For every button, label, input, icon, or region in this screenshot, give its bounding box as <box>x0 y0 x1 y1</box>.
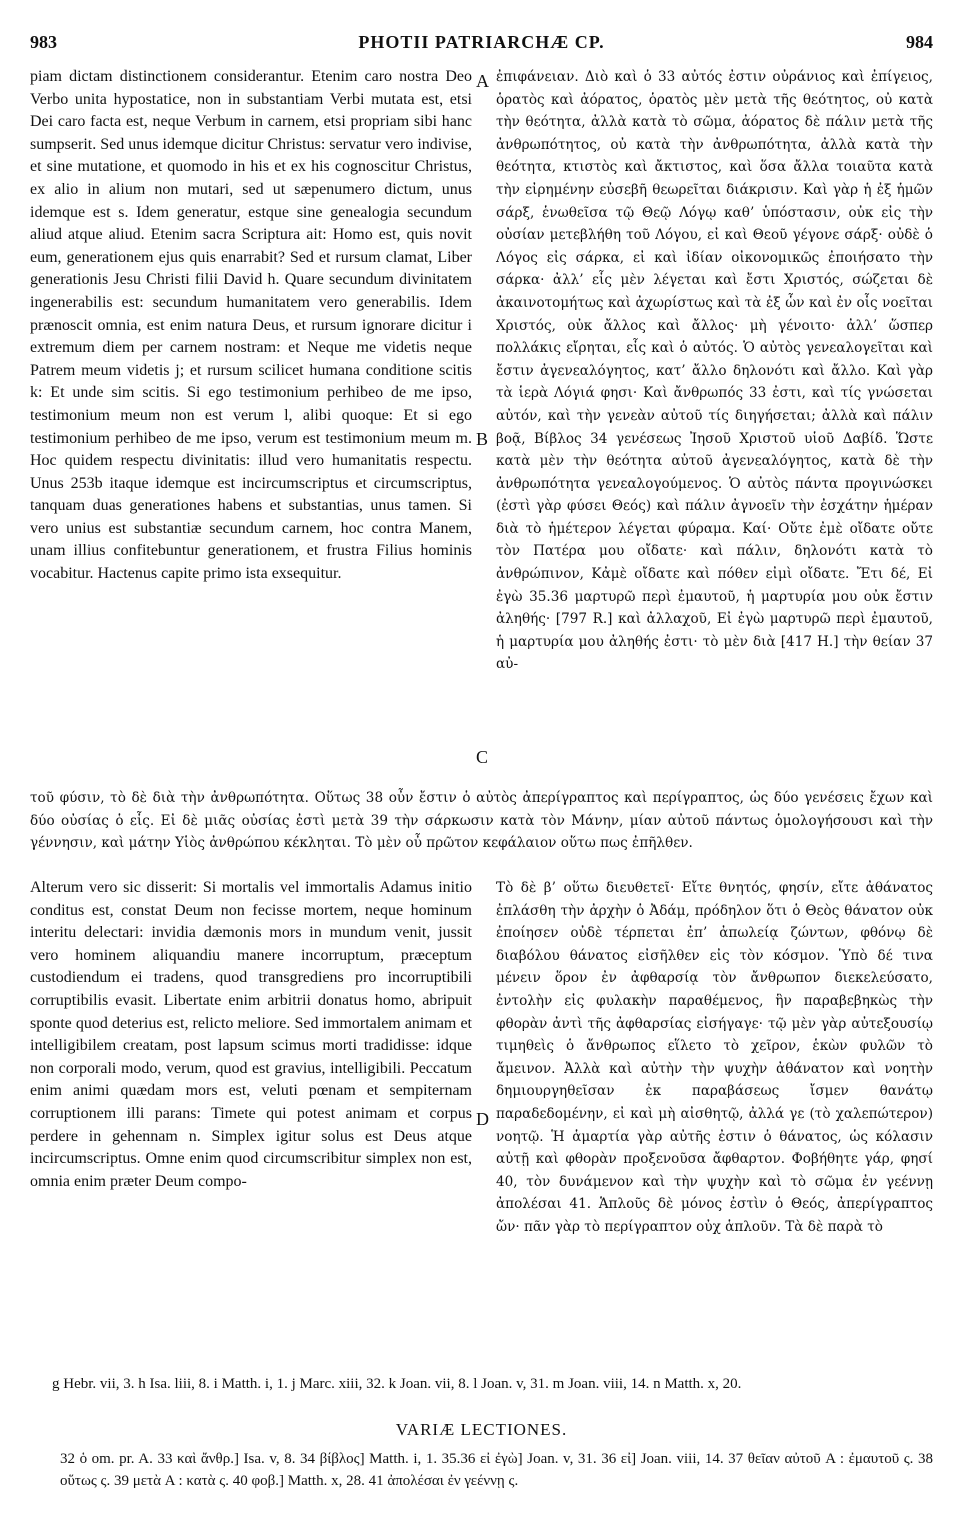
running-title: PHOTII PATRIARCHÆ CP. <box>358 32 605 52</box>
scripture-footnotes: g Hebr. vii, 3. h Isa. liii, 8. i Matth. i, 1. j Marc. xiii, 32. k Joan. vii, 8. l Joan. v, 31. m Joan. viii, 14. n Matth. x, 20. <box>52 1376 742 1392</box>
latin-column-top: piam dictam distinctionem considerantur. Etenim caro nostra Deo Verbo unita hypostatice, non in substantiam Verbi mutata est, etsi Dei caro facta est, neque Verbum in carnem, etsi propriam sibi hanc sumpserit. Sed unus idemque dicitur Christus: servatur vero indivise, et sine mutatione, et quomodo in his et ex his cognoscitur Christus, ex alio in alium non mutari, sed ut sæpenumero dictum, unus idemque est s. Idem generatur, estque sine genealogia secundum aliud atque aliud. Etenim sacra Scriptura ait: Homo est, quis novit eum, generationem ejus quis enarrabit? Sed et rursum clamat, Liber generationis Jesu Christi filii David h. Quare secundum divinitatem ingenerabilis est: secundum humanitatem vero generabilis. Idem prænoscit omnia, est enim natura Deus, et rursum ignorare dicitur i extremum diem per carnem nostram: et Neque me videtis neque Patrem meum videtis j; et rursum scilicet humana conditione scitis k: Et unde sim scitis. Si ego testimonium perhibeo de me ipso, testimonium meum non est verum l, alibi quoque: Et si ego testimonium perhibeo de me ipso, verum est testimonium meum m. Hoc quidem respectu divinitatis: illud vero humanitatis respectu. Unus 253b itaque idemque est incircumscriptus et circumscriptus, tanquam duas generationes habens et substantias, unus tamen. Si vero unius est substantiæ secundum carnem, hoc contra Manem, unam illius confitebuntur generationem, et frustra Filius hominis vocabitur. Hactenus capite primo ista exsequitur. <box>30 68 472 583</box>
greek-full-width-paragraph: τοῦ φύσιν, τὸ δὲ διὰ τὴν ἀνθρωπότητα. Οὕτως 38 οὖν ἔστιν ὁ αὐτὸς ἀπερίγραπτος καὶ περίγραπτος, ὡς δύο γενέσεις ἔχων καὶ δύο οὐσίας ὁ εἷς. Εἰ δὲ μιᾶς οὐσίας ἐστὶ μετὰ 39 τὴν σάρκωσιν κατὰ τὸν Μάνην, μίαν αὐτοῦ πάντως ὁμολογήσουσι καὶ τὴν γέννησιν, καὶ μάτην Υἱὸς ἀνθρώπου κέκληται. Τὸ μὲν οὖ πρῶτον κεφάλαιον οὕτω πως ἐπῆλθεν. <box>30 790 933 852</box>
variae-lectiones-notes: 32 ὁ om. pr. A. 33 καὶ ἄνθρ.] Isa. v, 8. 34 βίβλος] Matth. i, 1. 35.36 εἰ ἐγὼ] Joan. v, 31. 36 εἰ] Joan. viii, 14. 37 θεῖαν αὐτοῦ A : ἐμαυτοῦ ς. 38 οὕτως ς. 39 μετὰ A : κατὰ ς. 40 φοβ.] Matth. x, 28. 41 ἀπολέσαι ἐν γεέννῃ ς. <box>60 1451 933 1489</box>
page <box>30 24 933 1524</box>
margin-marker-b: B <box>476 429 489 449</box>
variae-lectiones-heading: VARIÆ LECTIONES. <box>395 1420 568 1439</box>
margin-marker-d: D <box>476 1109 489 1129</box>
greek-column-bottom: Τὸ δὲ β’ οὕτω διευθετεῖ· Εἴτε θνητός, φησίν, εἴτε ἀθάνατος ἐπλάσθη τὴν ἀρχὴν ὁ Ἀδάμ, πρόδηλον ὅτι ὁ Θεὸς θάνατον οὐκ ἐποίησεν οὐδὲ τέρπεται ἐπ’ ἀπωλείᾳ ζώντων, φθόνῳ δὲ διαβόλου θάνατος εἰσῆλθεν εἰς τὸν κόσμον. Ὑπὸ δέ τινα μένειν ὅρον ἐν ἀφθαρσίᾳ τὸν ἄνθρωπον διεκελεύσατο, ἐντολὴν εἰς φυλακὴν παραθέμενος, ἣν παραβεβηκὼς τὴν φθορὰν ἀντὶ τῆς ἀφθαρσίας εἰσήγαγε· τῷ μὲν γὰρ αὐτεξουσίῳ τιμηθεὶς ὁ ἄνθρωπος εἵλετο τὸ χεῖρον, ἑκὼν φυλῶν τὸ ἄμεινον. Ἀλλὰ καὶ αὐτὴν τὴν ψυχὴν ἀθάνατον καὶ νοητὴν δημιουργηθεῖσαν ἐκ παραβάσεως ἴσμεν θανάτῳ παραδεδομένην, εἰ καὶ μὴ αἰσθητῷ, ἀλλά γε (τὸ χαλεπώτερον) νοητῷ. Ἡ ἁμαρτία γὰρ αὐτῆς ἐστιν ὁ θάνατος, ὡς κόλασιν αὐτῇ καὶ φθορὰν προξενοῦσα ἄφθαρτον. Φοβήθητε γάρ, φησί 40, τὸν δυνάμενον καὶ τὴν ψυχὴν καὶ τὸ σῶμα ἐν γεέννῃ ἀπολέσαι 41. Ἁπλοῦς δὲ μόνος ἐστὶν ὁ Θεός, ἀπερίγραπτος ὤν· πᾶν γὰρ τὸ περίγραπτον οὐχ ἁπλοῦν. Τὰ δὲ παρὰ τὸ <box>496 880 933 1235</box>
margin-marker-a: A <box>476 71 489 91</box>
margin-marker-c: C <box>476 747 489 767</box>
right-page-number: 984 <box>906 32 933 52</box>
left-page-number: 983 <box>30 32 57 52</box>
greek-column-top: ἐπιφάνειαν. Διὸ καὶ ὁ 33 αὐτός ἐστιν οὐράνιος καὶ ἐπίγειος, ὁρατὸς καὶ ἀόρατος, ὁρατὸς μὲν μετὰ τῆς θεότητος, οὐ κατὰ τὴν θεότητα, ἀλλὰ κατὰ τὸ σῶμα, ἀόρατος δὲ πάλιν μετὰ τῆς ἀνθρωπότητος, οὐ κατὰ τὴν ἀνθρωπότητα, ἀλλὰ κατὰ τὴν θεότητα, κτιστὸς καὶ ἄκτιστος, καὶ ὅσα ἄλλα τοιαῦτα κατὰ τὴν εἰρημένην εὐσεβῆ θεωρεῖται διάκρισιν. Καὶ γὰρ ἡ ἐξ ἡμῶν σάρξ, ἑνωθεῖσα τῷ Θεῷ Λόγῳ καθ’ ὑπόστασιν, οὐκ εἰς τὴν οὐσίαν μετεβλήθη τοῦ Λόγου, εἰ καὶ Θεοῦ γέγονε σάρξ· οὐδὲ ὁ Λόγος εἰς σάρκα, εἰ καὶ ἰδίαν οἰκονομικῶς ἐποιήσατο τὴν σάρκα· ἀλλ’ εἷς μὲν λέγεται καὶ ἔστι Χριστός, σώζεται δὲ ἀκαινοτομήτως καὶ ἀχωρίστως καὶ τὰ ἐξ ὧν καὶ ἐν οἷς νοεῖται Χριστός, οὐκ ἄλλος καὶ ἄλλος· μὴ γένοιτο· ἀλλ’ ὥσπερ πολλάκις εἴρηται, εἷς καὶ ὁ αὐτός. Ὁ αὐτὸς γενεαλογεῖται καὶ ἔστιν ἀγενεαλόγητος, κατ’ ἄλλο δηλονότι καὶ ἄλλο. Καὶ γὰρ τὰ ἱερὰ Λόγιά φησι· Καὶ ἄνθρωπός 33 ἐστι, καὶ τίς γνώσεται αὐτόν, καὶ τὴν γενεὰν αὐτοῦ τίς διηγήσεται; ἀλλὰ καὶ πάλιν βοᾷ, Βίβλος 34 γενέσεως Ἰησοῦ Χριστοῦ υἱοῦ Δαβίδ. Ὥστε κατὰ μὲν τὴν θεότητα αὐτοῦ ἀγενεαλόγητος, κατὰ δὲ τὴν ἀνθρωπότητα γενεαλογούμενος. Ὁ αὐτὸς πάντα προγινώσκει (ἐστὶ γὰρ φύσει Θεός) καὶ πάλιν ἀγνοεῖν τὴν ἐσχάτην ἡμέραν διὰ τὸ ἡμέτερον λέγεται φύραμα. Καί· Οὔτε ἐμὲ οἴδατε οὔτε τὸν Πατέρα μου οἴδατε· καὶ πάλιν, δηλονότι κατὰ τὸ ἀνθρώπινον, Κἀμὲ οἴδατε καὶ πόθεν εἰμὶ οἴδατε. Ἔτι δέ, Εἰ ἐγὼ 35.36 μαρτυρῶ περὶ ἐμαυτοῦ, ἡ μαρτυρία μου οὐκ ἔστιν ἀληθής· [797 R.] καὶ ἀλλαχοῦ, Εἰ ἐγὼ μαρτυρῶ περὶ ἐμαυτοῦ, ἡ μαρτυρία μου ἀληθής ἐστι· τὸ μὲν διὰ [417 H.] τὴν θείαν 37 αὐ- <box>496 69 933 673</box>
running-header <box>30 24 933 54</box>
latin-column-bottom: Alterum vero sic disserit: Si mortalis vel immortalis Adamus initio conditus est, constat Deum non fecisse mortem, neque hominum interitu delectari: invidia dæmonis mors in mundum venit, jussit vero hominem aliquandiu manere incorruptum, præceptum custodiendum ei tradens, quod transgrediens pro incorruptibili corruptibilis evasit. Libertate enim arbitrii donatus homo, abripuit sponte quod deterius est, relicto meliore. Sed immortalem animam et intelligibilem creatam, post lapsum scimus morti tradidisse: idque non corporali modo, verum, quod est gravius, intelligibili. Peccatum enim animi quædam mors est, veluti pœnam et sempiternam corruptionem illi parans: Timete qui potest animam et corpus perdere in gehennam n. Simplex igitur solus est Deus atque incircumscriptus. Omne enim quod circumscribitur simplex non est, omnia enim præter Deum compo- <box>30 879 472 1190</box>
